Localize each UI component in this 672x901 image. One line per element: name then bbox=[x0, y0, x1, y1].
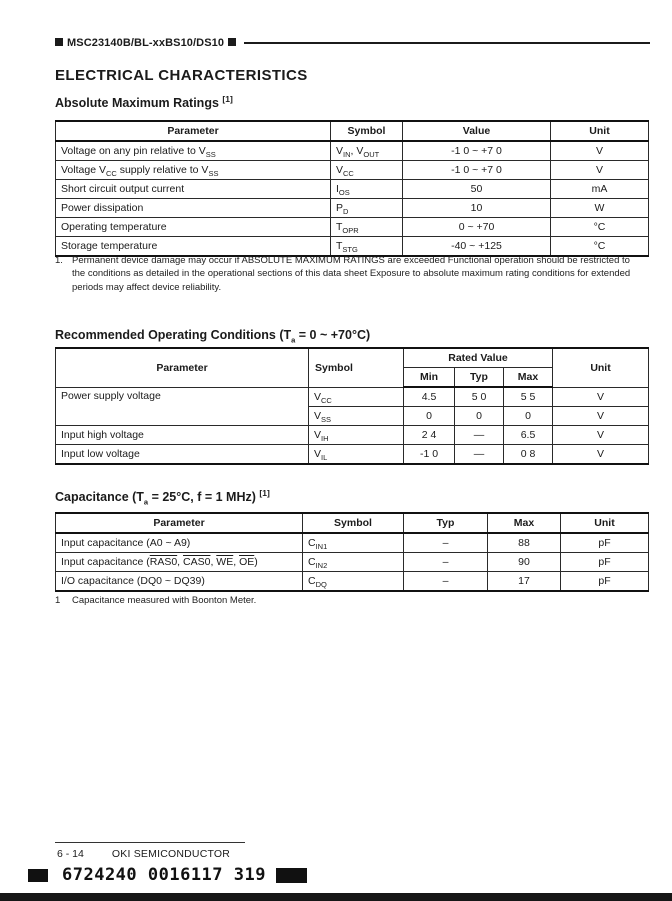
page-header bbox=[55, 37, 650, 49]
cell-symbol: $T_{OPR}$ bbox=[331, 218, 403, 237]
cell-parameter: I/O capacitance (DQ0 ~ DQ39) bbox=[56, 572, 303, 592]
cell-value: -1 0 ~ +7 0 bbox=[403, 161, 551, 180]
abs-max-heading-note: [1] bbox=[222, 93, 233, 104]
footnote-number: 1 bbox=[55, 595, 61, 606]
filled-rectangle-icon bbox=[276, 868, 307, 883]
cell-unit: W bbox=[551, 199, 649, 218]
cell-min: 4.5 bbox=[404, 387, 455, 407]
cell-symbol: $V_{CC}$ bbox=[309, 387, 404, 407]
cell-unit: V bbox=[553, 445, 649, 465]
cell-unit: V bbox=[553, 426, 649, 445]
abs-max-footnote bbox=[55, 254, 631, 294]
cell-min: 2 4 bbox=[404, 426, 455, 445]
cell-symbol: $P_D$ bbox=[331, 199, 403, 218]
column-header-typ: Typ bbox=[404, 513, 488, 533]
cell-parameter: Input low voltage bbox=[56, 445, 309, 465]
cell-value: 10 bbox=[403, 199, 551, 218]
column-header-parameter: Parameter bbox=[56, 121, 331, 141]
abs-max-heading bbox=[55, 93, 233, 110]
table-row bbox=[56, 387, 649, 407]
cell-symbol: $C_{IN2}$ bbox=[303, 553, 404, 572]
cell-value: 50 bbox=[403, 180, 551, 199]
table-row bbox=[56, 426, 649, 445]
column-header-min: Min bbox=[404, 368, 455, 388]
cell-typ: — bbox=[455, 445, 504, 465]
column-header-max: Max bbox=[488, 513, 561, 533]
footnote-number: 1. bbox=[55, 255, 63, 266]
footnote-text: Capacitance measured with Boonton Meter. bbox=[72, 595, 257, 606]
section-title: ELECTRICAL CHARACTERISTICS bbox=[55, 67, 308, 84]
square-bullet-icon bbox=[28, 869, 48, 882]
column-header-symbol: Symbol bbox=[331, 121, 403, 141]
column-header-parameter: Parameter bbox=[56, 348, 309, 387]
cell-parameter: Storage temperature bbox=[56, 237, 331, 257]
cell-value: 0 ~ +70 bbox=[403, 218, 551, 237]
cell-unit: °C bbox=[551, 237, 649, 257]
capacitance-heading bbox=[55, 487, 270, 507]
square-bullet-icon bbox=[55, 38, 63, 46]
cell-unit: V bbox=[551, 161, 649, 180]
cell-symbol: $T_{STG}$ bbox=[331, 237, 403, 257]
footer bbox=[57, 848, 230, 860]
cell-typ: — bbox=[455, 426, 504, 445]
cell-symbol: $C_{DQ}$ bbox=[303, 572, 404, 592]
cell-symbol: $V_{IL}$ bbox=[309, 445, 404, 465]
document-title bbox=[55, 37, 236, 49]
column-header-symbol: Symbol bbox=[303, 513, 404, 533]
cell-symbol: $V_{CC}$ bbox=[331, 161, 403, 180]
cell-unit: V bbox=[553, 407, 649, 426]
table-row bbox=[56, 199, 649, 218]
document-code: 6724240 0016117 319 bbox=[62, 865, 266, 885]
table-row bbox=[56, 445, 649, 465]
cell-max: 88 bbox=[488, 533, 561, 553]
square-bullet-icon bbox=[228, 38, 236, 46]
cell-unit: V bbox=[553, 387, 649, 407]
column-header-unit: Unit bbox=[561, 513, 649, 533]
column-header-max: Max bbox=[504, 368, 553, 388]
capacitance-footnote bbox=[55, 594, 631, 607]
table-header-row bbox=[56, 121, 649, 141]
cell-typ: 5 0 bbox=[455, 387, 504, 407]
column-header-unit: Unit bbox=[551, 121, 649, 141]
cell-parameter: Input high voltage bbox=[56, 426, 309, 445]
cell-max: 17 bbox=[488, 572, 561, 592]
document-code-line bbox=[28, 866, 307, 884]
column-header-unit: Unit bbox=[553, 348, 649, 387]
cell-unit: pF bbox=[561, 533, 649, 553]
scan-edge-bar bbox=[0, 893, 672, 901]
cell-typ: – bbox=[404, 553, 488, 572]
cell-unit: pF bbox=[561, 553, 649, 572]
column-header-value: Value bbox=[403, 121, 551, 141]
recommended-operating-conditions-table bbox=[55, 347, 649, 465]
cell-max: 90 bbox=[488, 553, 561, 572]
footer-rule bbox=[55, 842, 245, 843]
cell-max: 5 5 bbox=[504, 387, 553, 407]
cell-typ: 0 bbox=[455, 407, 504, 426]
cell-value: -40 ~ +125 bbox=[403, 237, 551, 257]
cell-parameter: Input capacitance (RAS0, CAS0, $\overline{WE}$, $\overline{OE}$) bbox=[56, 553, 303, 572]
cell-max: 6.5 bbox=[504, 426, 553, 445]
table-header-row bbox=[56, 513, 649, 533]
capacitance-table bbox=[55, 512, 649, 592]
absolute-maximum-ratings-table bbox=[55, 120, 649, 257]
cell-value: -1 0 ~ +7 0 bbox=[403, 141, 551, 161]
abs-max-heading-text: Absolute Maximum Ratings bbox=[55, 96, 219, 110]
cell-parameter: Voltage on any pin relative to $V_{SS}$ bbox=[56, 141, 331, 161]
cell-symbol: $V_{SS}$ bbox=[309, 407, 404, 426]
cell-parameter: Power dissipation bbox=[56, 199, 331, 218]
table-row bbox=[56, 141, 649, 161]
cell-max: 0 8 bbox=[504, 445, 553, 465]
column-header-typ: Typ bbox=[455, 368, 504, 388]
cell-symbol: $V_{IH}$ bbox=[309, 426, 404, 445]
cell-symbol: $I_{OS}$ bbox=[331, 180, 403, 199]
cell-min: -1 0 bbox=[404, 445, 455, 465]
document-title-text: MSC23140B/BL-xxBS10/DS10 bbox=[67, 37, 225, 49]
capacitance-heading-note: [1] bbox=[259, 487, 270, 498]
table-row bbox=[56, 180, 649, 199]
cell-parameter: Operating temperature bbox=[56, 218, 331, 237]
cell-min: 0 bbox=[404, 407, 455, 426]
page-number: 6 - 14 bbox=[57, 848, 84, 860]
company-name: OKI SEMICONDUCTOR bbox=[111, 848, 231, 860]
cell-parameter: Voltage $V_{CC}$ supply relative to $V_{SS}$ bbox=[56, 161, 331, 180]
header-rule bbox=[244, 42, 650, 44]
cell-symbol: $C_{IN1}$ bbox=[303, 533, 404, 553]
cell-unit: mA bbox=[551, 180, 649, 199]
cell-unit: V bbox=[551, 141, 649, 161]
cell-parameter: Short circuit output current bbox=[56, 180, 331, 199]
rec-op-heading bbox=[55, 328, 371, 345]
table-row bbox=[56, 572, 649, 592]
table-row bbox=[56, 533, 649, 553]
cell-symbol: $V_{IN}$, $V_{OUT}$ bbox=[331, 141, 403, 161]
cell-typ: – bbox=[404, 533, 488, 553]
cell-typ: – bbox=[404, 572, 488, 592]
table-row bbox=[56, 161, 649, 180]
rec-op-heading-text: Recommended Operating Conditions ($T_a = 0$ ~ +70°C) bbox=[55, 328, 371, 345]
column-header-symbol: Symbol bbox=[309, 348, 404, 387]
cell-parameter: Input capacitance (A0 ~ A9) bbox=[56, 533, 303, 553]
cell-unit: °C bbox=[551, 218, 649, 237]
capacitance-heading-text: Capacitance ($T_a = 25^\circ C$, f = 1 MHz) bbox=[55, 490, 256, 507]
table-header-row bbox=[56, 348, 649, 368]
table-row bbox=[56, 553, 649, 572]
cell-unit: pF bbox=[561, 572, 649, 592]
cell-parameter: Power supply voltage bbox=[56, 387, 309, 426]
footnote-text: Permanent device damage may occur if ABSOLUTE MAXIMUM RATINGS are exceeded Functional operation should be restricted to the conditions as detailed in the operational sections of this data sheet Exposure to absolute maximum rating conditions for extended periods may affect device reliability. bbox=[72, 255, 631, 293]
cell-max: 0 bbox=[504, 407, 553, 426]
column-header-rated-value: Rated Value bbox=[404, 348, 553, 368]
table-row bbox=[56, 218, 649, 237]
column-header-parameter: Parameter bbox=[56, 513, 303, 533]
